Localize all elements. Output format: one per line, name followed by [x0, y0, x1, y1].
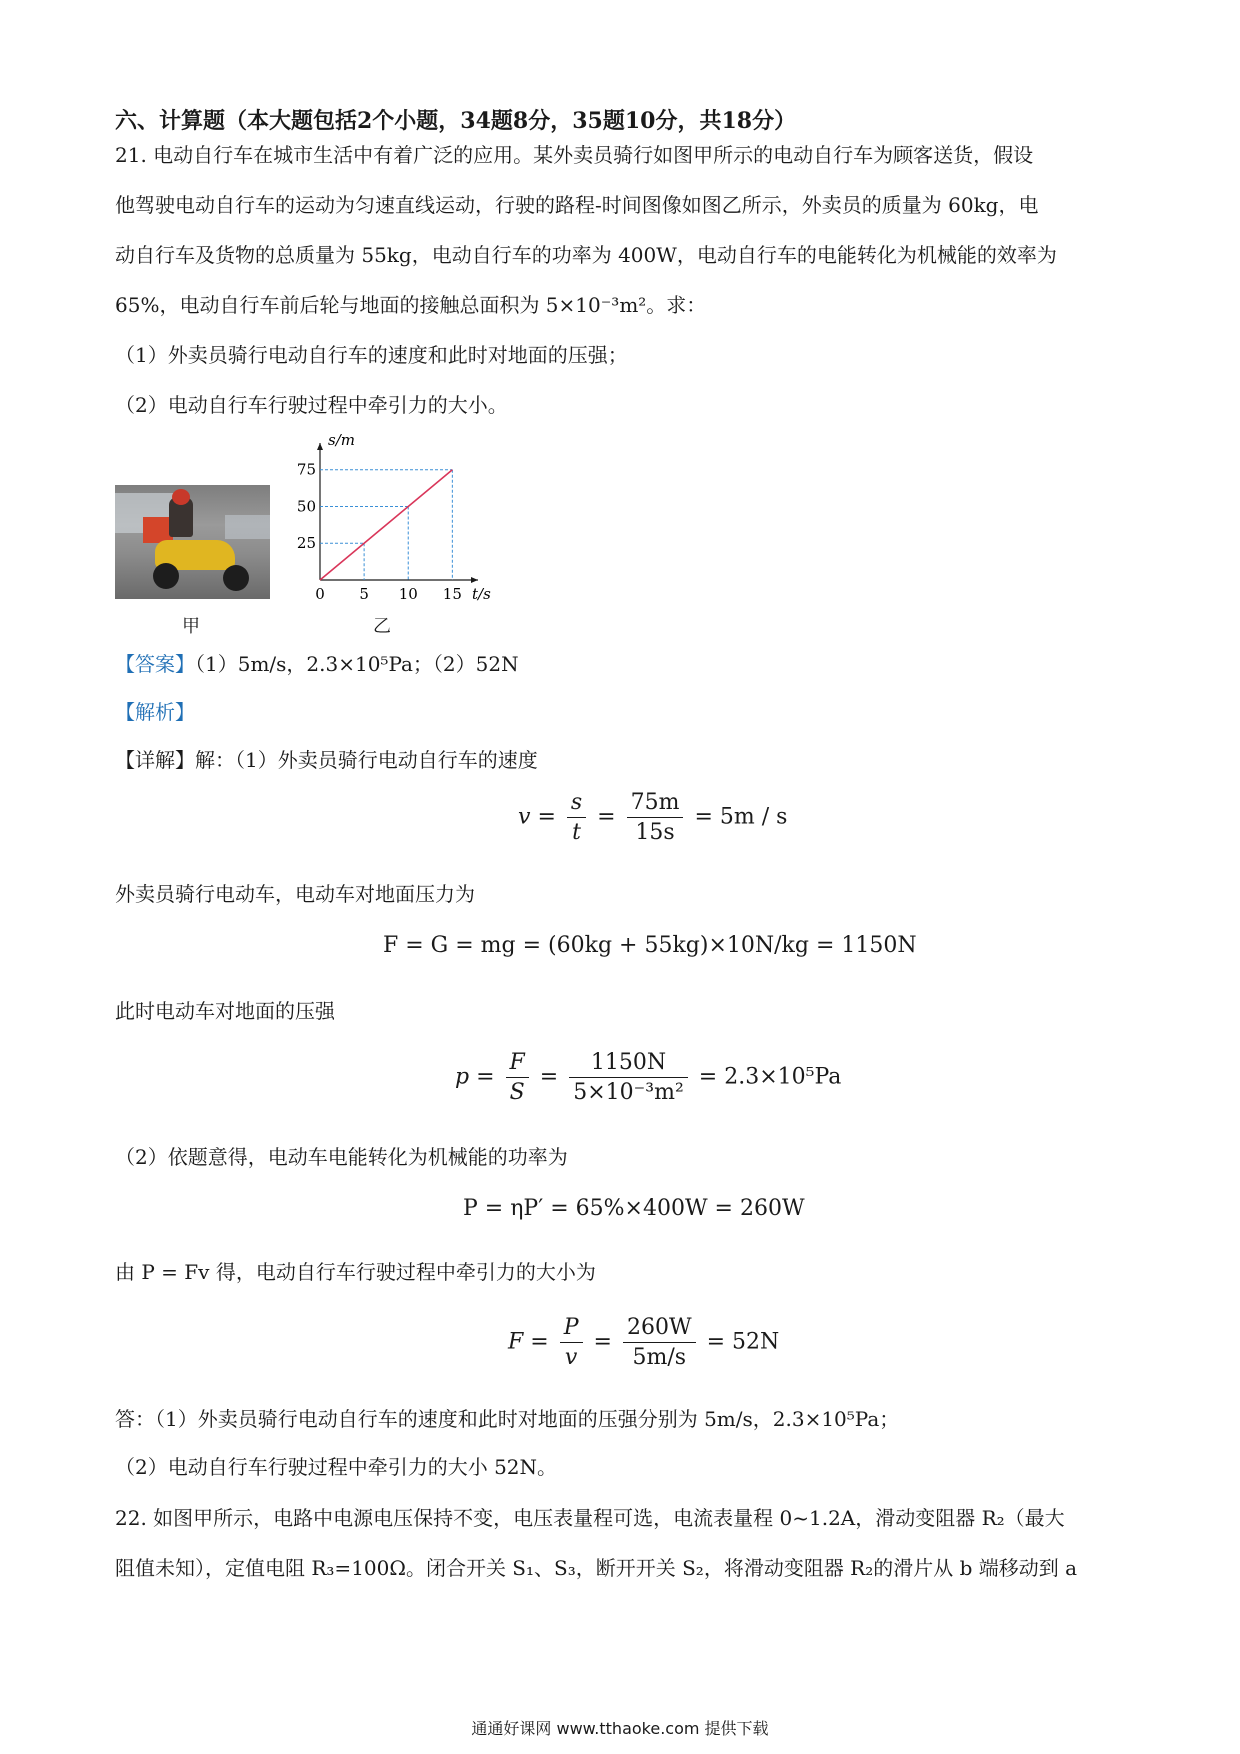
answer-summary-2: （2）电动自行车行驶过程中牵引力的大小 52N。	[115, 1455, 558, 1479]
numerator: s	[567, 790, 586, 818]
section-heading: 六、计算题（本大题包括2个小题，34题8分，35题10分，共18分）	[115, 108, 797, 134]
detail-intro: 【详解】解：（1）外卖员骑行电动自行车的速度	[115, 748, 538, 772]
formula-result: = 2.3×10⁵Pa	[698, 1064, 842, 1090]
q21-line: （2）电动自行车行驶过程中牵引力的大小。	[115, 393, 508, 417]
q21-line: 动自行车及货物的总质量为 55kg，电动自行车的功率为 400W，电动自行车的电能转化为机械能的效率为	[115, 243, 1057, 267]
x-axis-label: t/s	[472, 585, 491, 603]
numerator: P	[560, 1315, 583, 1343]
denominator: S	[509, 1080, 525, 1105]
numerator: 75m	[627, 790, 684, 818]
q21-line: 他驾驶电动自行车的运动为匀速直线运动，行驶的路程-时间图像如图乙所示，外卖员的质量为 60kg，电	[115, 193, 1039, 217]
denominator: 5×10⁻³m²	[573, 1080, 684, 1105]
distance-time-chart	[296, 431, 491, 615]
formula-equals: =	[537, 804, 556, 830]
question-21-text	[115, 130, 1127, 430]
formula-equals: =	[597, 804, 616, 830]
formula-lhs: p	[455, 1064, 470, 1090]
denominator: 15s	[635, 820, 675, 845]
formula-fraction	[623, 1315, 696, 1370]
x-tick-label: 5	[359, 585, 369, 603]
formula-velocity	[518, 790, 787, 845]
numerator: 260W	[623, 1315, 696, 1343]
photo-caption: 甲	[182, 616, 200, 637]
formula-result: = 5m / s	[694, 804, 788, 830]
numerator: 1150N	[569, 1050, 688, 1078]
answer-label: 【答案】	[115, 652, 195, 676]
detail-paragraph: 由 P = Fv 得，电动自行车行驶过程中牵引力的大小为	[115, 1260, 596, 1284]
formula-lhs: v	[518, 804, 531, 830]
answer-text: （1）5m/s，2.3×10⁵Pa；（2）52N	[195, 652, 519, 676]
x-tick-label: 0	[315, 585, 325, 603]
formula-pressure-force: F = G = mg = (60kg + 55kg)×10N/kg = 1150N	[383, 933, 917, 958]
formula-fraction	[627, 790, 684, 845]
footer-text: 通通好课网 www.tthaoke.com 提供下载	[471, 1719, 769, 1738]
y-tick-label: 25	[296, 534, 316, 553]
formula-result: = 52N	[706, 1329, 780, 1355]
numerator: F	[506, 1050, 529, 1078]
denominator: t	[572, 820, 581, 845]
series-line	[320, 470, 452, 580]
formula-fraction	[569, 1050, 688, 1105]
question-22-text	[115, 1493, 1127, 1593]
formula-lhs: F	[508, 1329, 524, 1355]
denominator: 5m/s	[632, 1345, 687, 1370]
detail-paragraph: 此时电动车对地面的压强	[115, 999, 335, 1023]
answer-summary-1: 答：（1）外卖员骑行电动自行车的速度和此时对地面的压强分别为 5m/s，2.3×10⁵Pa；	[115, 1407, 900, 1431]
formula-pressure: p = $\frac{F}{S}$ = $\frac{1150N}{\text{5×10⁻³m²}}$ = 2.3×10⁵Pa	[455, 1050, 842, 1105]
analysis-label: 【解析】	[115, 700, 195, 724]
q21-line: 21. 电动自行车在城市生活中有着广泛的应用。某外卖员骑行如图甲所示的电动自行车为顾客送货，假设	[115, 143, 1034, 167]
scooter-photo	[115, 485, 270, 599]
formula-fraction	[506, 1050, 529, 1105]
q22-line: 22. 如图甲所示，电路中电源电压保持不变，电压表量程可选，电流表量程 0~1.2A，滑动变阻器 R₂（最大	[115, 1506, 1065, 1530]
denominator: v	[564, 1345, 578, 1370]
y-axis-label: s/m	[328, 431, 355, 449]
y-axis-arrow	[317, 443, 323, 450]
x-axis-arrow	[471, 577, 478, 583]
answer-line	[115, 650, 519, 678]
detail-paragraph: （2）依题意得，电动车电能转化为机械能的功率为	[115, 1145, 568, 1169]
q21-line: （1）外卖员骑行电动自行车的速度和此时对地面的压强；	[115, 343, 628, 367]
y-tick-label: 75	[296, 460, 316, 479]
x-tick-label: 15	[442, 585, 462, 603]
chart-caption: 乙	[373, 616, 391, 637]
formula-fraction	[567, 790, 586, 845]
detail-paragraph: 外卖员骑行电动车，电动车对地面压力为	[115, 882, 475, 906]
formula-power: P = ηP′ = 65%×400W = 260W	[463, 1196, 805, 1221]
q21-line: 65%，电动自行车前后轮与地面的接触总面积为 5×10⁻³m²。求：	[115, 293, 707, 317]
formula-fraction	[560, 1315, 583, 1370]
y-tick-label: 50	[296, 497, 316, 516]
q22-line: 阻值未知），定值电阻 R₃=100Ω。闭合开关 S₁、S₃，断开开关 S₂，将滑动变阻器 R₂的滑片从 b 端移动到 a	[115, 1556, 1078, 1580]
formula-traction: F = $\frac{P}{v}$ = $\frac{260W}{5m/s}$ = 52N	[508, 1315, 780, 1370]
x-tick-label: 10	[398, 585, 418, 603]
